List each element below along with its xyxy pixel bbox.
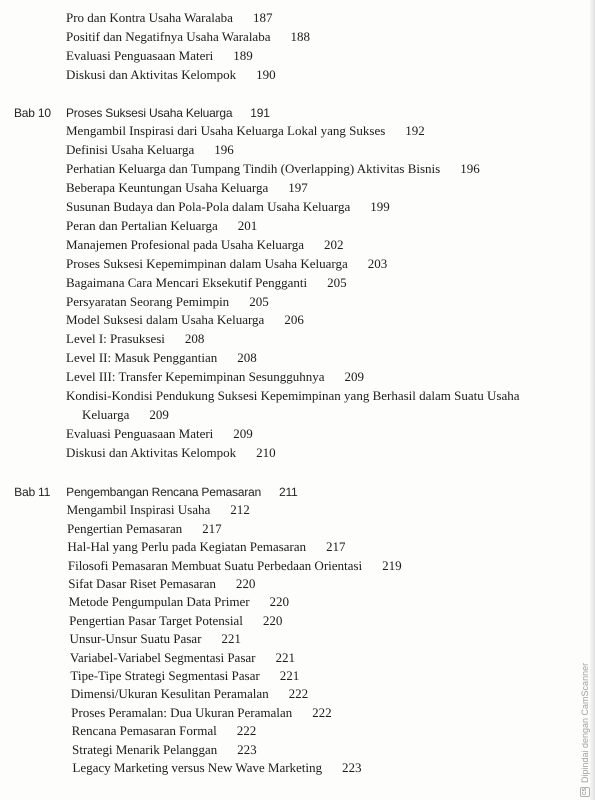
toc-entry bbox=[69, 593, 548, 611]
toc-entry bbox=[66, 46, 545, 65]
toc-entry bbox=[71, 722, 550, 740]
toc-entry-title: Pro dan Kontra Usaha Waralaba bbox=[66, 9, 233, 25]
toc-entry bbox=[66, 179, 545, 198]
toc-entry bbox=[66, 27, 545, 46]
toc-entry-page-number: 189 bbox=[233, 47, 253, 63]
toc-entry-title: Mengambil Inspirasi Usaha bbox=[66, 502, 211, 518]
toc-entry-title: Manajemen Profesional pada Usaha Keluarga bbox=[66, 236, 305, 252]
toc-entry bbox=[66, 141, 545, 160]
chapter-section bbox=[0, 483, 552, 777]
toc-entry bbox=[67, 538, 546, 556]
toc-entry-title: Sifat Dasar Riset Pemasaran bbox=[68, 575, 217, 591]
toc-entry-title: Peran dan Pertalian Keluarga bbox=[66, 217, 218, 233]
toc-entry bbox=[69, 612, 548, 630]
chapter-heading bbox=[0, 104, 545, 123]
toc-entry-title: Bagaimana Cara Mencari Eksekutif Pengganti bbox=[66, 274, 308, 290]
toc-entry bbox=[66, 122, 545, 141]
toc-entry-page-number: 205 bbox=[249, 293, 269, 309]
toc-entry bbox=[72, 759, 551, 777]
toc-entry-page-number: 209 bbox=[149, 406, 169, 422]
toc-entry-title: Mengambil Inspirasi dari Usaha Keluarga Lokal yang Sukses bbox=[66, 123, 386, 139]
toc-entry bbox=[66, 293, 545, 312]
toc-entry bbox=[71, 685, 550, 703]
chapter-label: Bab 11 bbox=[14, 484, 51, 499]
toc-entry-title: Evaluasi Penguasaan Materi bbox=[66, 47, 214, 63]
toc-entry bbox=[66, 311, 545, 330]
toc-entry-page-number: 203 bbox=[367, 255, 388, 271]
toc-entry-title: Hal-Hal yang Perlu pada Kegiatan Pemasaran bbox=[67, 539, 307, 554]
toc-entry-page-number: 212 bbox=[230, 502, 250, 518]
toc-entry bbox=[66, 217, 545, 236]
toc-entry bbox=[70, 648, 549, 666]
toc-entry-page-number: 219 bbox=[381, 557, 402, 573]
chapter-title: Pengembangan Rencana Pemasaran bbox=[66, 484, 262, 499]
toc-entry bbox=[66, 387, 545, 425]
watermark-text: Dipindai dengan CamScanner bbox=[580, 662, 590, 783]
chapter-section bbox=[0, 104, 545, 463]
toc-entry-title: Tipe-Tipe Strategi Segmentasi Pasar bbox=[70, 667, 260, 683]
toc-entry bbox=[66, 444, 545, 463]
toc-entry-page-number: 217 bbox=[202, 520, 222, 536]
toc-entry bbox=[70, 667, 549, 685]
chapter-heading bbox=[0, 483, 545, 501]
camscanner-logo-icon: CS bbox=[582, 788, 588, 796]
toc-entry-page-number: 210 bbox=[256, 444, 276, 460]
toc-entry-title: Level I: Prasuksesi bbox=[66, 331, 165, 347]
toc-entry-title: Evaluasi Penguasaan Materi bbox=[66, 425, 214, 441]
toc-continued-section bbox=[0, 8, 545, 84]
toc-entry-page-number: 199 bbox=[370, 199, 390, 215]
toc-entry bbox=[66, 255, 545, 274]
toc-entry bbox=[66, 65, 545, 84]
toc-entry-title: Dimensi/Ukuran Kesulitan Peramalan bbox=[70, 686, 269, 702]
toc-entry-page-number: 222 bbox=[288, 686, 309, 702]
toc-entry bbox=[66, 8, 545, 27]
camscanner-watermark bbox=[579, 652, 591, 797]
toc-entry bbox=[68, 575, 547, 593]
toc-entry-page-number: 202 bbox=[324, 236, 344, 252]
toc-entry-title: Susunan Budaya dan Pola-Pola dalam Usaha Keluarga bbox=[66, 199, 351, 215]
toc-entry-title: Level III: Transfer Kepemimpinan Sesungguhnya bbox=[66, 369, 325, 385]
toc-entry bbox=[66, 198, 545, 217]
toc-entry-page-number: 222 bbox=[236, 723, 257, 739]
toc-entry-page-number: 221 bbox=[221, 631, 242, 647]
toc-entry bbox=[66, 274, 545, 293]
toc-entry-title: Diskusi dan Aktivitas Kelompok bbox=[66, 66, 237, 82]
chapter-title: Proses Suksesi Usaha Keluarga bbox=[66, 105, 233, 120]
toc-entry bbox=[66, 236, 545, 255]
toc-entry-title: Persyaratan Seorang Pemimpin bbox=[66, 293, 230, 309]
toc-entry-page-number: 209 bbox=[344, 369, 365, 385]
toc-entry-page-number: 221 bbox=[275, 649, 296, 665]
toc-entry-title: Model Suksesi dalam Usaha Keluarga bbox=[66, 312, 265, 328]
chapter-page-number: 211 bbox=[278, 484, 298, 499]
toc-entry-page-number: 223 bbox=[237, 741, 257, 757]
toc-entry-page-number: 222 bbox=[311, 704, 332, 720]
toc-entry bbox=[67, 520, 546, 538]
toc-entry-page-number: 209 bbox=[233, 425, 253, 441]
toc-entry-title: Proses Suksesi Kepemimpinan dalam Usaha Keluarga bbox=[66, 255, 348, 271]
chapter-label: Bab 10 bbox=[14, 105, 51, 120]
toc-entry bbox=[66, 349, 545, 368]
toc-entry-title: Perhatian Keluarga dan Tumpang Tindih (Overlapping) Aktivitas Bisnis bbox=[66, 161, 441, 177]
toc-entry-title: Unsur-Unsur Suatu Pasar bbox=[69, 631, 202, 647]
chapter-page-number: 191 bbox=[250, 105, 270, 120]
toc-entry-title: Positif dan Negatifnya Usaha Waralaba bbox=[66, 28, 271, 44]
toc-entry-title: Variabel-Variabel Segmentasi Pasar bbox=[69, 649, 256, 665]
toc-entry-page-number: 220 bbox=[235, 575, 256, 591]
toc-entry-title: Definisi Usaha Keluarga bbox=[66, 142, 195, 158]
toc-entry-title: Beberapa Keuntungan Usaha Keluarga bbox=[66, 180, 269, 196]
toc-entry bbox=[66, 368, 545, 387]
toc-entry-page-number: 188 bbox=[290, 28, 310, 44]
toc-entry bbox=[66, 501, 545, 519]
toc-entry-page-number: 196 bbox=[214, 142, 234, 158]
toc-entry-page-number: 220 bbox=[269, 594, 290, 610]
toc-entry-title: Diskusi dan Aktivitas Kelompok bbox=[66, 444, 237, 460]
toc-entry-page-number: 205 bbox=[327, 274, 347, 290]
toc-entry-title: Filosofi Pemasaran Membuat Suatu Perbedaan Orientasi bbox=[67, 557, 363, 573]
toc-entry-title: Proses Peramalan: Dua Ukuran Peramalan bbox=[71, 704, 293, 720]
toc-entry-page-number: 201 bbox=[237, 217, 258, 233]
toc-entry-page-number: 197 bbox=[288, 180, 308, 196]
toc-entry bbox=[68, 556, 547, 574]
toc-entry-page-number: 223 bbox=[341, 759, 362, 775]
toc-entry-page-number: 192 bbox=[405, 123, 425, 139]
toc-entry-title: Kondisi-Kondisi Pendukung Suksesi Kepemimpinan yang Berhasil dalam Suatu Usaha Keluarga bbox=[66, 388, 520, 422]
toc-entry bbox=[66, 425, 545, 444]
toc-entry-page-number: 187 bbox=[252, 9, 273, 25]
toc-entry-page-number: 208 bbox=[237, 350, 257, 366]
toc-entry-page-number: 190 bbox=[256, 66, 276, 82]
toc-entry-list bbox=[66, 8, 545, 84]
toc-entry-page-number: 220 bbox=[262, 612, 283, 628]
toc-entry-page-number: 196 bbox=[460, 161, 480, 177]
toc-entry-title: Level II: Masuk Penggantian bbox=[66, 350, 218, 366]
toc-entry bbox=[66, 160, 545, 179]
toc-entry-list bbox=[66, 501, 551, 777]
toc-entry-list bbox=[66, 122, 545, 462]
toc-entry-title: Pengertian Pasar Target Potensial bbox=[68, 612, 244, 628]
toc-entry-page-number: 217 bbox=[325, 539, 346, 554]
toc-entry-title: Rencana Pemasaran Formal bbox=[71, 723, 217, 739]
toc-entry bbox=[69, 630, 548, 648]
toc-entry-title: Legacy Marketing versus New Wave Marketing bbox=[72, 759, 323, 775]
toc-entry-title: Pengertian Pemasaran bbox=[66, 520, 183, 536]
toc-entry bbox=[71, 704, 550, 722]
toc-entry-title: Strategi Menarik Pelanggan bbox=[71, 741, 218, 757]
toc-entry bbox=[66, 330, 545, 349]
toc-entry-page-number: 221 bbox=[279, 667, 300, 683]
toc-entry-page-number: 206 bbox=[284, 312, 304, 328]
toc-entry-title: Metode Pengumpulan Data Primer bbox=[68, 594, 250, 610]
toc-entry bbox=[72, 740, 551, 758]
toc-entry-page-number: 208 bbox=[184, 331, 205, 347]
